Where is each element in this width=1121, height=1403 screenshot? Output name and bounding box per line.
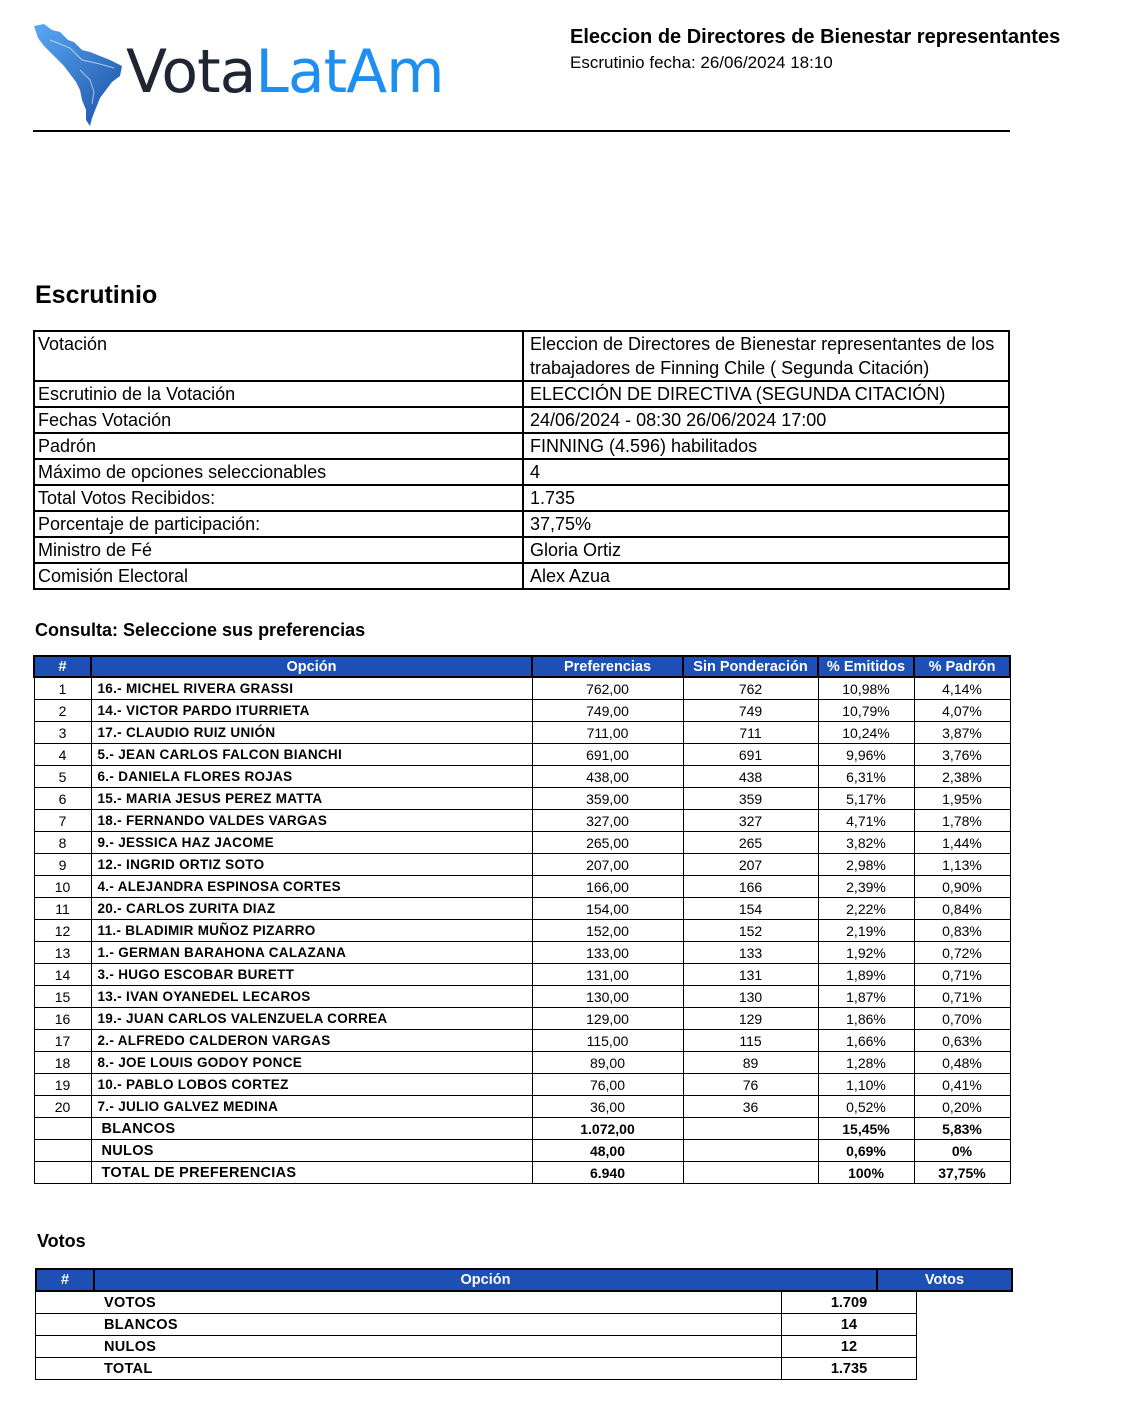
votes-option-cell: NULOS (36, 1336, 782, 1358)
option-cell: 2.- ALFREDO CALDERON VARGAS (91, 1030, 532, 1052)
info-row (34, 563, 1009, 589)
results-header-cell: Preferencias (532, 656, 683, 677)
option-cell: 13.- IVAN OYANEDEL LECAROS (91, 986, 532, 1008)
candidate-row (34, 1074, 1010, 1096)
value-cell: 0,70% (914, 1008, 1010, 1030)
value-cell: 1,13% (914, 854, 1010, 876)
value-cell: 0,83% (914, 920, 1010, 942)
value-cell: 0,41% (914, 1074, 1010, 1096)
value-cell: 131,00 (532, 964, 683, 986)
votes-header-row (36, 1269, 1012, 1291)
info-value: 4 (523, 459, 1009, 485)
value-cell: 10 (34, 876, 91, 898)
value-cell: 6.940 (532, 1162, 683, 1184)
value-cell (683, 1118, 818, 1140)
value-cell: 711 (683, 722, 818, 744)
votes-option-cell: BLANCOS (36, 1314, 782, 1336)
candidate-row (34, 898, 1010, 920)
value-cell: 11 (34, 898, 91, 920)
info-row (34, 407, 1009, 433)
results-table (33, 655, 1011, 1184)
value-cell: 152,00 (532, 920, 683, 942)
value-cell: 749,00 (532, 700, 683, 722)
value-cell: 13 (34, 942, 91, 964)
results-table-body (34, 677, 1010, 1184)
value-cell: 1,89% (818, 964, 914, 986)
value-cell (683, 1162, 818, 1184)
candidate-row (34, 700, 1010, 722)
votes-row (36, 1336, 917, 1358)
value-cell: 166,00 (532, 876, 683, 898)
value-cell: 2,98% (818, 854, 914, 876)
info-table (33, 330, 1010, 590)
value-cell: 207,00 (532, 854, 683, 876)
value-cell: 265 (683, 832, 818, 854)
info-value: 1.735 (523, 485, 1009, 511)
value-cell: 10,98% (818, 677, 914, 700)
logo-wordmark (126, 37, 444, 107)
results-header-cell: Opción (91, 656, 532, 677)
value-cell: 154 (683, 898, 818, 920)
info-row (34, 381, 1009, 407)
value-cell: 1,92% (818, 942, 914, 964)
value-cell: 133 (683, 942, 818, 964)
votos-title: Votos (37, 1231, 86, 1251)
value-cell: 265,00 (532, 832, 683, 854)
results-header-cell: # (34, 656, 91, 677)
value-cell: 0,90% (914, 876, 1010, 898)
candidate-row (34, 1096, 1010, 1118)
value-cell: 154,00 (532, 898, 683, 920)
info-label: Votación (34, 331, 523, 381)
document-header-title: Eleccion de Directores de Bienestar representantes (570, 26, 1061, 48)
value-cell: 115,00 (532, 1030, 683, 1052)
value-cell: 7 (34, 810, 91, 832)
info-label: Porcentaje de participación: (34, 511, 523, 537)
option-cell: 7.- JULIO GALVEZ MEDINA (91, 1096, 532, 1118)
document-header-date: Escrutinio fecha: 26/06/2024 18:10 (570, 53, 833, 72)
votes-row (36, 1314, 917, 1336)
value-cell: 76,00 (532, 1074, 683, 1096)
value-cell: 5 (34, 766, 91, 788)
info-label: Total Votos Recibidos: (34, 485, 523, 511)
value-cell: 4 (34, 744, 91, 766)
value-cell: 0,71% (914, 964, 1010, 986)
candidate-row (34, 854, 1010, 876)
option-cell: 19.- JUAN CARLOS VALENZUELA CORREA (91, 1008, 532, 1030)
votes-count-cell: 1.735 (782, 1358, 917, 1380)
value-cell: 327 (683, 810, 818, 832)
value-cell: 2,22% (818, 898, 914, 920)
value-cell: 2,38% (914, 766, 1010, 788)
votes-row (36, 1358, 917, 1380)
value-cell: 438,00 (532, 766, 683, 788)
results-header-cell: % Padrón (914, 656, 1010, 677)
candidate-row (34, 876, 1010, 898)
value-cell: 4,07% (914, 700, 1010, 722)
value-cell: 115 (683, 1030, 818, 1052)
value-cell: 37,75% (914, 1162, 1010, 1184)
info-row (34, 485, 1009, 511)
candidate-row (34, 920, 1010, 942)
candidate-row (34, 964, 1010, 986)
info-value: Alex Azua (523, 563, 1009, 589)
value-cell: 5,17% (818, 788, 914, 810)
info-row (34, 537, 1009, 563)
value-cell: 749 (683, 700, 818, 722)
votes-header (35, 1268, 1013, 1292)
value-cell: 762 (683, 677, 818, 700)
value-cell: 3,87% (914, 722, 1010, 744)
votalatam-logo (30, 20, 530, 130)
value-cell: 48,00 (532, 1140, 683, 1162)
value-cell: 0,71% (914, 986, 1010, 1008)
votes-header-cell: # (36, 1269, 94, 1291)
value-cell: 5,83% (914, 1118, 1010, 1140)
candidate-row (34, 766, 1010, 788)
value-cell: 14 (34, 964, 91, 986)
value-cell: 15,45% (818, 1118, 914, 1140)
value-cell: 327,00 (532, 810, 683, 832)
candidate-row (34, 677, 1010, 700)
value-cell: 438 (683, 766, 818, 788)
value-cell: 0,48% (914, 1052, 1010, 1074)
candidate-row (34, 1030, 1010, 1052)
value-cell: 20 (34, 1096, 91, 1118)
info-value: 37,75% (523, 511, 1009, 537)
value-cell: 1,86% (818, 1008, 914, 1030)
value-cell: 0,52% (818, 1096, 914, 1118)
option-cell: 5.- JEAN CARLOS FALCON BIANCHI (91, 744, 532, 766)
summary-row (34, 1162, 1010, 1184)
value-cell: 19 (34, 1074, 91, 1096)
info-label: Comisión Electoral (34, 563, 523, 589)
votes-count-cell: 1.709 (782, 1292, 917, 1314)
value-cell: 3,76% (914, 744, 1010, 766)
value-cell: 1 (34, 677, 91, 700)
value-cell: 17 (34, 1030, 91, 1052)
option-cell: 20.- CARLOS ZURITA DIAZ (91, 898, 532, 920)
votes-row (36, 1292, 917, 1314)
value-cell: 3 (34, 722, 91, 744)
option-cell: TOTAL DE PREFERENCIAS (91, 1162, 532, 1184)
value-cell: 2,39% (818, 876, 914, 898)
value-cell: 1,10% (818, 1074, 914, 1096)
candidate-row (34, 722, 1010, 744)
info-value: FINNING (4.596) habilitados (523, 433, 1009, 459)
value-cell: 1,66% (818, 1030, 914, 1052)
option-cell: 18.- FERNANDO VALDES VARGAS (91, 810, 532, 832)
info-label: Fechas Votación (34, 407, 523, 433)
value-cell: 166 (683, 876, 818, 898)
option-cell: 11.- BLADIMIR MUÑOZ PIZARRO (91, 920, 532, 942)
votes-table-body (36, 1292, 917, 1380)
value-cell: 762,00 (532, 677, 683, 700)
value-cell: 10,79% (818, 700, 914, 722)
info-label: Ministro de Fé (34, 537, 523, 563)
value-cell: 1,95% (914, 788, 1010, 810)
info-table-body (34, 331, 1009, 589)
header-divider (33, 130, 1010, 132)
value-cell: 0,69% (818, 1140, 914, 1162)
option-cell: 16.- MICHEL RIVERA GRASSI (91, 677, 532, 700)
option-cell: 17.- CLAUDIO RUIZ UNIÓN (91, 722, 532, 744)
value-cell: 130 (683, 986, 818, 1008)
votes-header-cell: Votos (877, 1269, 1012, 1291)
option-cell: 12.- INGRID ORTIZ SOTO (91, 854, 532, 876)
votes-count-cell: 12 (782, 1336, 917, 1358)
value-cell: 130,00 (532, 986, 683, 1008)
value-cell: 131 (683, 964, 818, 986)
option-cell: 10.- PABLO LOBOS CORTEZ (91, 1074, 532, 1096)
candidate-row (34, 744, 1010, 766)
votes-option-cell: VOTOS (36, 1292, 782, 1314)
candidate-row (34, 788, 1010, 810)
votes-option-cell: TOTAL (36, 1358, 782, 1380)
info-row (34, 511, 1009, 537)
value-cell: 12 (34, 920, 91, 942)
info-label: Padrón (34, 433, 523, 459)
value-cell (34, 1118, 91, 1140)
value-cell: 129 (683, 1008, 818, 1030)
value-cell: 691,00 (532, 744, 683, 766)
value-cell: 711,00 (532, 722, 683, 744)
option-cell: 9.- JESSICA HAZ JACOME (91, 832, 532, 854)
value-cell: 2,19% (818, 920, 914, 942)
info-value: ELECCIÓN DE DIRECTIVA (SEGUNDA CITACIÓN) (523, 381, 1009, 407)
logo-text-vota: Vota (126, 37, 256, 107)
value-cell: 691 (683, 744, 818, 766)
value-cell: 10,24% (818, 722, 914, 744)
info-label: Máximo de opciones seleccionables (34, 459, 523, 485)
value-cell: 76 (683, 1074, 818, 1096)
summary-row (34, 1140, 1010, 1162)
value-cell: 1.072,00 (532, 1118, 683, 1140)
latin-america-map-icon (30, 20, 140, 130)
info-value: 24/06/2024 - 08:30 26/06/2024 17:00 (523, 407, 1009, 433)
consulta-title: Consulta: Seleccione sus preferencias (35, 620, 366, 640)
value-cell (34, 1140, 91, 1162)
value-cell: 3,82% (818, 832, 914, 854)
value-cell: 207 (683, 854, 818, 876)
value-cell: 1,78% (914, 810, 1010, 832)
value-cell: 1,44% (914, 832, 1010, 854)
value-cell: 0,72% (914, 942, 1010, 964)
value-cell: 16 (34, 1008, 91, 1030)
candidate-row (34, 1008, 1010, 1030)
info-label: Escrutinio de la Votación (34, 381, 523, 407)
value-cell: 100% (818, 1162, 914, 1184)
info-value: Eleccion de Directores de Bienestar representantes de los trabajadores de Finning Chile ( Segunda Citación) (523, 331, 1009, 381)
candidate-row (34, 832, 1010, 854)
option-cell: BLANCOS (91, 1118, 532, 1140)
votes-header-cell: Opción (94, 1269, 877, 1291)
value-cell: 2 (34, 700, 91, 722)
value-cell: 359,00 (532, 788, 683, 810)
candidate-row (34, 986, 1010, 1008)
option-cell: 3.- HUGO ESCOBAR BURETT (91, 964, 532, 986)
value-cell: 152 (683, 920, 818, 942)
summary-row (34, 1118, 1010, 1140)
value-cell: 0,84% (914, 898, 1010, 920)
value-cell: 359 (683, 788, 818, 810)
value-cell: 0,20% (914, 1096, 1010, 1118)
value-cell: 133,00 (532, 942, 683, 964)
option-cell: 6.- DANIELA FLORES ROJAS (91, 766, 532, 788)
value-cell (34, 1162, 91, 1184)
value-cell: 15 (34, 986, 91, 1008)
value-cell: 36 (683, 1096, 818, 1118)
logo-text-latam: LatAm (255, 37, 444, 107)
value-cell: 129,00 (532, 1008, 683, 1030)
info-row (34, 433, 1009, 459)
value-cell: 9,96% (818, 744, 914, 766)
candidate-row (34, 1052, 1010, 1074)
option-cell: 14.- VICTOR PARDO ITURRIETA (91, 700, 532, 722)
info-value: Gloria Ortiz (523, 537, 1009, 563)
option-cell: 8.- JOE LOUIS GODOY PONCE (91, 1052, 532, 1074)
value-cell: 4,14% (914, 677, 1010, 700)
value-cell: 1,87% (818, 986, 914, 1008)
candidate-row (34, 942, 1010, 964)
info-row (34, 331, 1009, 381)
candidate-row (34, 810, 1010, 832)
results-header-row (34, 656, 1010, 677)
value-cell: 18 (34, 1052, 91, 1074)
value-cell (683, 1140, 818, 1162)
votes-table (35, 1291, 917, 1380)
results-header-cell: Sin Ponderación (683, 656, 818, 677)
option-cell: 1.- GERMAN BARAHONA CALAZANA (91, 942, 532, 964)
votes-count-cell: 14 (782, 1314, 917, 1336)
results-header-cell: % Emitidos (818, 656, 914, 677)
value-cell: 8 (34, 832, 91, 854)
value-cell: 0,63% (914, 1030, 1010, 1052)
section-title: Escrutinio (35, 281, 158, 309)
value-cell: 36,00 (532, 1096, 683, 1118)
option-cell: 15.- MARIA JESUS PEREZ MATTA (91, 788, 532, 810)
value-cell: 89 (683, 1052, 818, 1074)
option-cell: NULOS (91, 1140, 532, 1162)
info-row (34, 459, 1009, 485)
value-cell: 9 (34, 854, 91, 876)
value-cell: 1,28% (818, 1052, 914, 1074)
value-cell: 4,71% (818, 810, 914, 832)
option-cell: 4.- ALEJANDRA ESPINOSA CORTES (91, 876, 532, 898)
value-cell: 89,00 (532, 1052, 683, 1074)
value-cell: 6,31% (818, 766, 914, 788)
value-cell: 0% (914, 1140, 1010, 1162)
value-cell: 6 (34, 788, 91, 810)
